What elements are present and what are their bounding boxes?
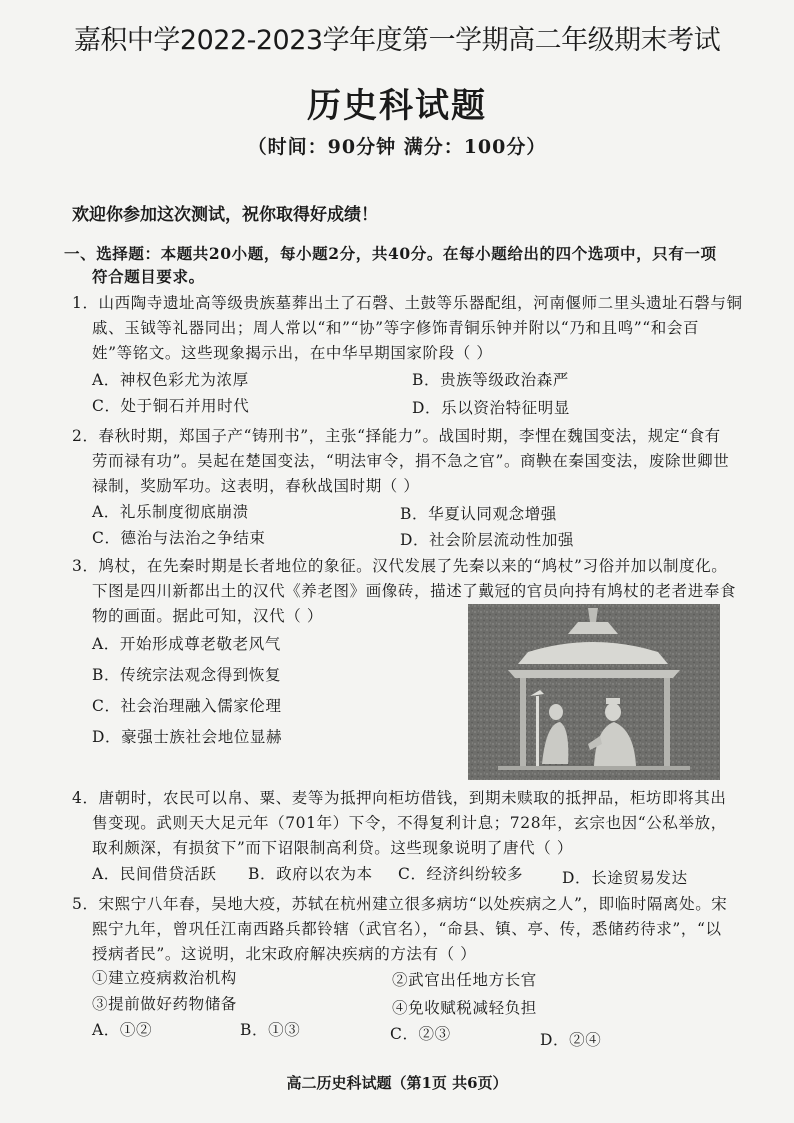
- exam-time-score: （时间：90分钟 满分：100分）: [247, 136, 547, 158]
- q5-item-2: ②武官出任地方长官: [392, 971, 537, 989]
- q5-item-3: ③提前做好药物储备: [92, 995, 237, 1013]
- q3-stem-line1: 3．鸠杖，在先秦时期是长者地位的象征。汉代发展了先秦以来的“鸠杖”习俗并加以制度化。: [72, 557, 728, 575]
- page-footer: 高二历史科试题（第1页 共6页）: [286, 1074, 508, 1092]
- q3-option-b[interactable]: B．传统宗法观念得到恢复: [92, 666, 282, 684]
- q1-option-c[interactable]: C．处于铜石并用时代: [92, 397, 250, 415]
- q5-stem-line2: 熙宁九年，曾巩任江南西路兵都铃辖（武官名），“命县、镇、亭、传，悉储药待求”，“以: [92, 920, 722, 938]
- q1-stem-line1: 1．山西陶寺遗址高等级贵族墓葬出土了石磬、土鼓等乐器配组，河南偃师二里头遗址石磬与铜: [72, 294, 743, 312]
- q2-option-a[interactable]: A．礼乐制度彻底崩溃: [92, 503, 249, 521]
- q2-stem-line2: 劳而禄有功”。吴起在楚国变法，“明法审令，捐不急之官”。商鞅在秦国变法，废除世卿世: [92, 452, 730, 470]
- q1-stem-line3: 姓”等铭文。这些现象揭示出，在中华早期国家阶段（ ）: [92, 344, 493, 362]
- q5-stem-line1: 5．宋熙宁八年春，吴地大疫，苏轼在杭州建立很多病坊“以处疾病之人”，即临时隔离处。宋: [72, 895, 728, 913]
- q4-stem-line3: 取利颇深，有损贫下”而下诏限制高利贷。这些现象说明了唐代（ ）: [92, 839, 573, 857]
- section-heading: 一、选择题：本题共20小题，每小题2分，共40分。在每小题给出的四个选项中，只有一项: [64, 244, 717, 263]
- q5-item-1: ①建立疫病救治机构: [92, 969, 237, 987]
- q2-option-c[interactable]: C．德治与法治之争结束: [92, 529, 266, 547]
- q1-option-a[interactable]: A．神权色彩尤为浓厚: [92, 371, 249, 389]
- q5-option-d[interactable]: D．②④: [540, 1031, 602, 1049]
- q4-option-d[interactable]: D．长途贸易发达: [562, 869, 688, 887]
- section-heading-cont: 符合题目要求。: [92, 267, 205, 286]
- q4-stem-line1: 4．唐朝时，农民可以帛、粟、麦等为抵押向柜坊借钱，到期未赎取的抵押品，柜坊即将其出: [72, 789, 727, 807]
- q4-option-a[interactable]: A．民间借贷活跃: [92, 865, 217, 883]
- q5-option-a[interactable]: A．①②: [92, 1021, 153, 1039]
- q4-option-b[interactable]: B．政府以农为本: [248, 865, 373, 883]
- q3-stem-line2: 下图是四川新都出土的汉代《养老图》画像砖，描述了戴冠的官员向持有鸠杖的老者进奉食: [92, 582, 737, 600]
- q1-stem-line2: 戚、玉钺等礼器同出；周人常以“和”“协”等字修饰青铜乐钟并附以“乃和且鸣”“和会百: [92, 319, 700, 337]
- q4-stem-line2: 售变现。武则天大足元年（701年）下令，不得复利计息；728年，玄宗也因“公私举放，: [92, 814, 727, 832]
- greeting: 欢迎你参加这次测试，祝你取得好成绩！: [72, 205, 378, 225]
- q5-option-c[interactable]: C．②③: [390, 1025, 451, 1043]
- q5-option-b[interactable]: B．①③: [240, 1021, 301, 1039]
- subject-title: 历史科试题: [307, 86, 487, 126]
- q3-stem-line3: 物的画面。据此可知，汉代（ ）: [92, 607, 323, 625]
- q4-option-c[interactable]: C．经济纠纷较多: [398, 865, 524, 883]
- yanglao-brick-image: [468, 604, 720, 780]
- q5-item-4: ④免收赋税减轻负担: [392, 999, 537, 1017]
- q3-option-c[interactable]: C．社会治理融入儒家伦理: [92, 697, 282, 715]
- q2-stem-line3: 禄制，奖励军功。这表明，春秋战国时期（ ）: [92, 477, 420, 495]
- school-exam-title: 嘉积中学2022-2023学年度第一学期高二年级期末考试: [73, 25, 721, 56]
- q5-stem-line3: 授病者民”。这说明，北宋政府解决疾病的方法有（ ）: [92, 945, 477, 963]
- q2-option-b[interactable]: B．华夏认同观念增强: [400, 505, 557, 523]
- q2-option-d[interactable]: D．社会阶层流动性加强: [400, 531, 575, 549]
- q2-stem-line1: 2．春秋时期，郑国子产“铸刑书”，主张“择能力”。战国时期，李悝在魏国变法，规定“食有: [72, 427, 721, 445]
- q3-option-a[interactable]: A．开始形成尊老敬老风气: [92, 635, 281, 653]
- q1-option-b[interactable]: B．贵族等级政治森严: [412, 371, 569, 389]
- q3-option-d[interactable]: D．豪强士族社会地位显赫: [92, 728, 283, 746]
- q1-option-d[interactable]: D．乐以资治特征明显: [412, 399, 570, 417]
